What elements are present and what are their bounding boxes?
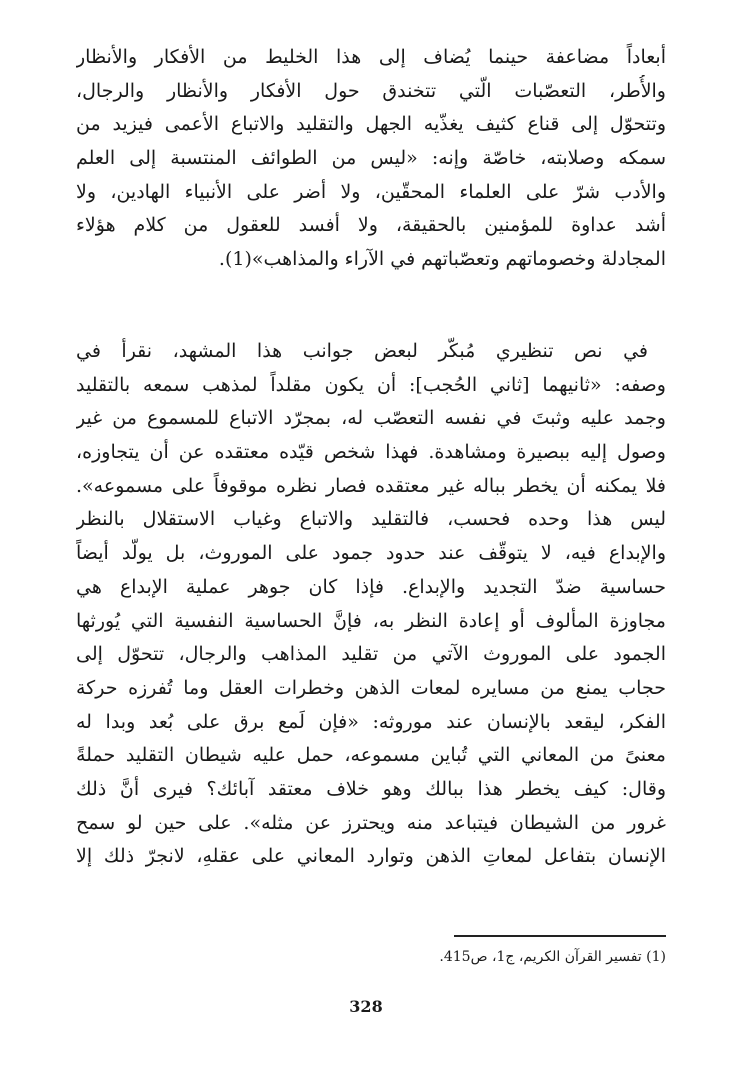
text-line: أبعاداً مضاعفة حينما يُضاف إلى هذا الخليط من الأفكار والأنظار bbox=[76, 46, 666, 68]
text-line: الإنسان بتفاعل لمعاتِ الذهن وتوارد المعاني على عقلهِ، لانجرّ ذلك إلا bbox=[76, 845, 666, 868]
text-line: وجمد عليه وثبتَ في نفسه التعصّب له، بمجرّد الاتباع للمسموع من غير bbox=[76, 407, 666, 430]
text-line: حجاب يمنع من مسايره لمعات الذهن وخطرات العقل وما تُفرزه حركة bbox=[76, 676, 666, 699]
text-line: وصفه: «ثانيهما [ثاني الحُجب]: أن يكون مقلداً لمذهب سمعه بالتقليد bbox=[76, 373, 666, 396]
footnote: (1) تفسير القرآن الكريم، ج1، ص415. bbox=[439, 949, 666, 965]
text-line: وقال: كيف يخطر هذا ببالك وهو خلاف معتقد آبائك؟ فيرى أنَّ ذلك bbox=[76, 777, 666, 800]
text-line: سمكه وصلابته، خاصّة وإنه: «ليس من الطوائف المنتسبة إلى العلم bbox=[76, 147, 666, 170]
text-line: المجادلة وخصوماتهم وتعصّباتهم في الآراء والمذاهب»(1). bbox=[218, 248, 666, 271]
text-line: أشد عداوة للمؤمنين بالحقيقة، ولا أفسد للعقول من كلام هؤلاء bbox=[76, 214, 666, 237]
text-line: الجمود على الموروث الآتي من تقليد المذاهب والرجال، تتحوّل إلى bbox=[76, 643, 666, 666]
page-number: 328 bbox=[349, 997, 383, 1016]
text-line: مجاوزة المألوف أو إعادة النظر به، فإنَّ الحساسية النفسية التي يُورثها bbox=[76, 609, 666, 632]
text-line: الفكر، ليقعد بالإنسان عند موروثه: «فإن لَمع برق على بُعد وبدا له bbox=[76, 710, 666, 733]
text-line: فلا يمكنه أن يخطر بباله غير معتقده فصار نظره موقوفاً على مسموعه». bbox=[76, 474, 666, 497]
text-line: وتتحوّل إلى قناع كثيف يغذّيه الجهل والتقليد والاتباع الأعمى فيزيد من bbox=[76, 113, 666, 136]
text-line: والإبداع فيه، لا يتوقّف عند حدود جمود على الموروث، بل يولّد أيضاً bbox=[76, 542, 666, 565]
footnote-separator bbox=[454, 935, 666, 937]
text-line: والأدب شرّ على العلماء المحقّين، ولا أضر على الأنبياء الهادين، ولا bbox=[76, 180, 666, 203]
text-line: في نص تنظيري مُبكّر لبعض جوانب هذا المشهد، نقرأ في bbox=[76, 340, 648, 362]
text-line: وصول إليه ببصيرة ومشاهدة. فهذا شخص قيّده معتقده عن أن يتجاوزه، bbox=[76, 441, 666, 464]
text-line: غرور من الشيطان فيتباعد منه ويحترز عن مثله». على حين لو سمح bbox=[76, 811, 666, 834]
paragraph-1 bbox=[76, 41, 666, 277]
text-line: حساسية ضدّ التجديد والإبداع. فإذا كان جوهر عملية الإبداع هي bbox=[76, 575, 666, 598]
paragraph-2 bbox=[76, 335, 666, 874]
text-line: معنىً من المعاني التي تُباين مسموعه، حمل عليه شيطان التقليد حملةً bbox=[76, 744, 666, 767]
text-line: والأُطر، التعصّبات الّتي تتخندق حول الأفكار والأنظار والرجال، bbox=[76, 79, 666, 102]
text-line: ليس هذا وحده فحسب، فالتقليد والاتباع وغياب الاستقلال بالنظر bbox=[76, 508, 666, 531]
